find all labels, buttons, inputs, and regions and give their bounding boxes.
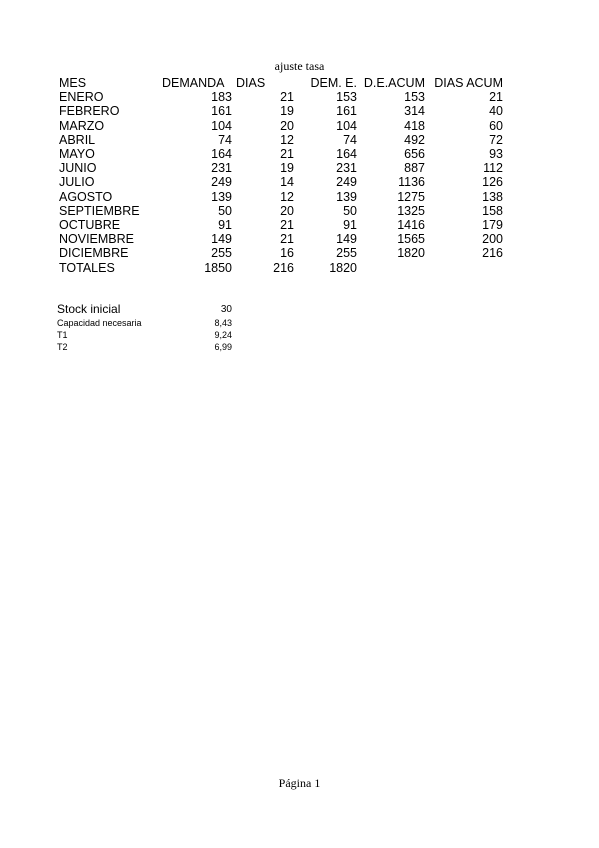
table-cell: 50 <box>343 203 357 218</box>
table-cell: 74 <box>218 132 232 147</box>
table-cell: 161 <box>211 104 232 119</box>
table-cell: 126 <box>482 175 503 190</box>
table-cell: 40 <box>489 104 503 119</box>
param-label: T2 <box>57 342 68 352</box>
param-row <box>57 329 232 341</box>
table-cell: 314 <box>404 104 425 119</box>
table-cell: 104 <box>211 118 232 133</box>
table-cell: 21 <box>280 147 294 162</box>
param-value: 30 <box>220 304 232 315</box>
table-cell: 153 <box>404 90 425 105</box>
table-cell: 231 <box>336 161 357 176</box>
table-cell: 418 <box>404 118 425 133</box>
param-label: Stock inicial <box>57 302 121 316</box>
table-cell: 164 <box>211 147 232 162</box>
table-row <box>57 175 505 189</box>
table-cell: NOVIEMBRE <box>59 232 135 247</box>
table-cell: 216 <box>482 246 503 261</box>
table-cell: 158 <box>482 203 503 218</box>
table-cell: SEPTIEMBRE <box>59 203 140 218</box>
table-cell: 138 <box>482 189 503 204</box>
table-cell: 19 <box>280 161 294 176</box>
demand-table <box>57 76 505 275</box>
table-cell: OCTUBRE <box>59 218 121 233</box>
table-row <box>57 218 505 232</box>
table-cell: ENERO <box>59 90 104 105</box>
table-row <box>57 119 505 133</box>
page-header-title: ajuste tasa <box>274 59 325 73</box>
table-cell: 139 <box>336 189 357 204</box>
table-cell: 1325 <box>397 203 425 218</box>
table-cell: 1820 <box>397 246 425 261</box>
table-row <box>57 133 505 147</box>
table-cell: 161 <box>336 104 357 119</box>
table-row <box>57 147 505 161</box>
column-header-mes: MES <box>59 76 87 90</box>
table-cell: 112 <box>483 161 503 176</box>
param-row <box>57 302 232 317</box>
table-cell: 50 <box>218 203 232 218</box>
param-row <box>57 341 232 353</box>
table-cell: 93 <box>489 147 503 162</box>
param-label: T1 <box>57 330 68 340</box>
table-cell: 72 <box>489 132 503 147</box>
table-cell: ABRIL <box>59 132 96 147</box>
table-row <box>57 90 505 104</box>
table-cell: 1416 <box>397 218 425 233</box>
table-cell: 21 <box>489 90 503 105</box>
table-cell: 21 <box>280 218 294 233</box>
table-cell: DICIEMBRE <box>59 246 129 261</box>
table-cell: 21 <box>280 90 294 105</box>
table-cell: 656 <box>404 147 425 162</box>
totals-row <box>57 261 505 275</box>
table-cell: 231 <box>211 161 232 176</box>
table-cell: 249 <box>211 175 232 190</box>
column-header-dias-acum: DIAS ACUM <box>434 76 503 90</box>
table-cell: AGOSTO <box>59 189 113 204</box>
page-footer-number: Página 1 <box>278 776 321 790</box>
table-row <box>57 204 505 218</box>
param-label: Capacidad necesaria <box>57 318 142 328</box>
table-cell: 20 <box>280 118 294 133</box>
table-cell: 16 <box>280 246 294 261</box>
table-cell: 91 <box>218 218 232 233</box>
table-cell: 14 <box>280 175 294 190</box>
table-cell: 216 <box>273 260 294 275</box>
table-row <box>57 104 505 118</box>
table-header-row <box>57 76 505 90</box>
table-cell: 887 <box>404 161 425 176</box>
table-cell: 91 <box>343 218 357 233</box>
table-cell: 164 <box>336 147 357 162</box>
table-cell: 1136 <box>398 175 425 190</box>
table-cell: 1850 <box>204 260 232 275</box>
table-cell: TOTALES <box>59 260 115 275</box>
table-cell: 139 <box>211 189 232 204</box>
table-cell: 1275 <box>397 189 425 204</box>
table-cell: 104 <box>336 118 357 133</box>
table-cell: 183 <box>211 90 232 105</box>
table-row <box>57 161 505 175</box>
table-row <box>57 232 505 246</box>
table-cell: 1565 <box>397 232 425 247</box>
param-value: 9,24 <box>214 330 232 340</box>
table-cell: 149 <box>211 232 232 247</box>
table-cell: 255 <box>336 246 357 261</box>
param-row <box>57 317 232 329</box>
table-cell: 12 <box>280 189 294 204</box>
table-row <box>57 190 505 204</box>
column-header-dem-e: DEM. E. <box>310 76 357 90</box>
table-cell <box>359 261 427 275</box>
param-value: 8,43 <box>214 318 232 328</box>
column-header-de-acum: D.E.ACUM <box>363 76 425 90</box>
parameters-block <box>57 302 232 353</box>
table-cell: 19 <box>280 104 294 119</box>
table-cell: 179 <box>482 218 503 233</box>
table-cell: 492 <box>404 132 425 147</box>
table-row <box>57 246 505 260</box>
column-header-dias: DIAS <box>236 76 266 90</box>
table-cell: MARZO <box>59 118 105 133</box>
table-cell: JULIO <box>59 175 95 190</box>
table-cell <box>427 261 505 275</box>
param-value: 6,99 <box>214 342 232 352</box>
table-cell: FEBRERO <box>59 104 120 119</box>
table-cell: 255 <box>211 246 232 261</box>
table-cell: 200 <box>482 232 503 247</box>
table-cell: JUNIO <box>59 161 97 176</box>
table-cell: 12 <box>280 132 294 147</box>
table-cell: 21 <box>280 232 294 247</box>
table-cell: MAYO <box>59 147 95 162</box>
table-cell: 249 <box>336 175 357 190</box>
table-cell: 153 <box>336 90 357 105</box>
table-cell: 1820 <box>329 260 357 275</box>
table-cell: 20 <box>280 203 294 218</box>
table-cell: 60 <box>489 118 503 133</box>
table-cell: 74 <box>343 132 357 147</box>
column-header-demanda: DEMANDA <box>162 76 225 90</box>
table-cell: 149 <box>336 232 357 247</box>
